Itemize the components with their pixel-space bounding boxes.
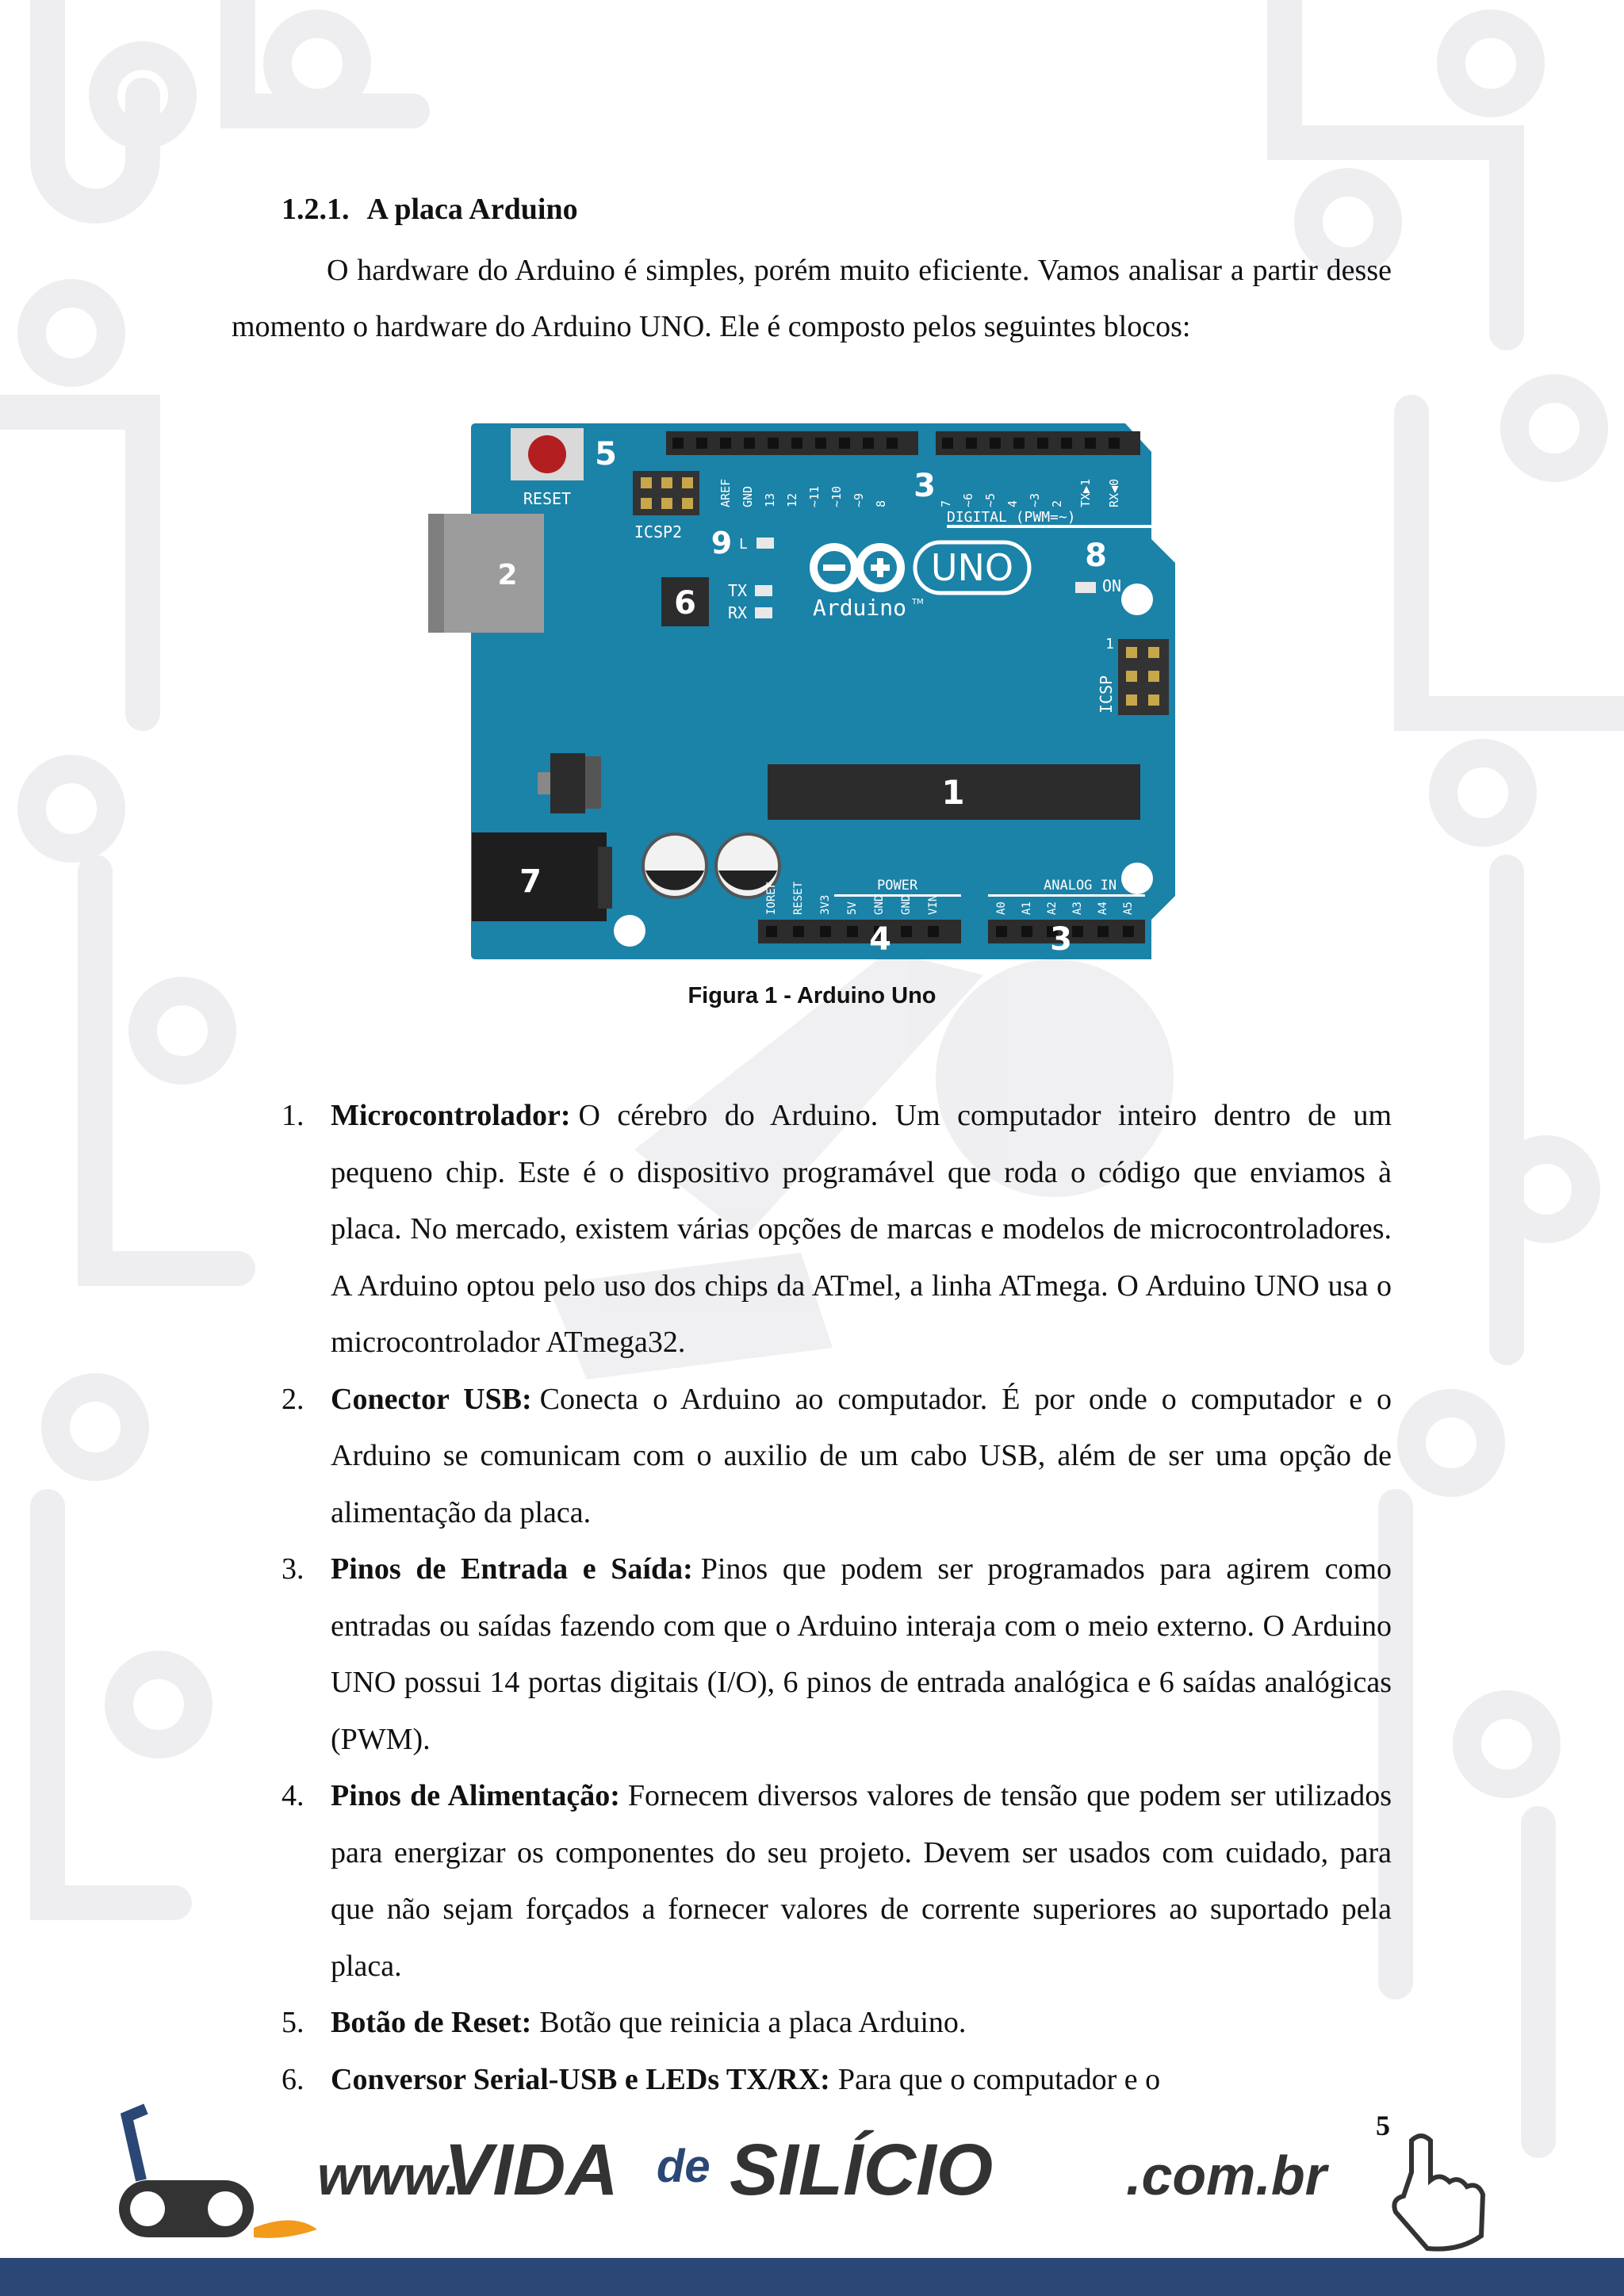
silk-tm: TM	[912, 598, 924, 607]
brand-vida: VIDA	[444, 2130, 619, 2210]
marker-l-led: 9	[710, 526, 733, 561]
list-term: Pinos de Alimentação:	[331, 1779, 620, 1812]
marker-jack: 7	[519, 863, 542, 900]
silk-reset: RESET	[523, 489, 572, 508]
silk-analog-in: ANALOG IN	[1044, 878, 1117, 894]
section-number: 1.2.1.	[282, 193, 350, 226]
marker-on-led: 8	[1085, 538, 1107, 574]
list-index: 6.	[282, 2062, 304, 2096]
brand-de: de	[657, 2141, 710, 2192]
pin-label: 3V3	[819, 894, 832, 915]
pin-label: 4	[1005, 499, 1020, 507]
blocks-list	[282, 1088, 1392, 2108]
pin-label: ~9	[852, 492, 866, 507]
pin-label: ~11	[807, 485, 822, 507]
list-text: Pinos que podem ser programados para agirem como entradas ou saídas fazendo com que o Arduino interaja com o meio externo. O Arduino UNO possui 14 portas digitais (I/O), 6 pinos de entrada analógica e 6 saídas analógicas (PWM).	[331, 1552, 1392, 1756]
list-item	[282, 1768, 1392, 1995]
list-text: Para que o computador e o	[837, 2062, 1161, 2096]
pin-label: 2	[1050, 499, 1064, 507]
icsp-header	[1097, 636, 1169, 715]
marker-io-digital: 3	[914, 468, 936, 504]
pin-label: RESET	[792, 881, 805, 915]
microcontroller-chip	[768, 764, 1140, 820]
marker-usb: 2	[497, 559, 518, 591]
marker-reset: 5	[595, 436, 617, 473]
pin-label: GND	[741, 485, 755, 507]
list-term: Botão de Reset:	[331, 2006, 532, 2039]
pin-label: A1	[1021, 901, 1033, 915]
figure-caption: Figura 1 - Arduino Uno	[688, 983, 936, 1008]
list-term: Microcontrolador:	[331, 1099, 571, 1132]
silk-uno: UNO	[930, 546, 1014, 589]
list-term: Pinos de Entrada e Saída:	[331, 1552, 693, 1586]
footer-bar	[0, 2258, 1624, 2296]
marker-serial: 6	[674, 585, 696, 622]
marker-microcontroller: 1	[941, 773, 965, 812]
pin-label: 13	[763, 492, 777, 507]
pin-label: 5V	[846, 901, 859, 915]
silk-digital: DIGITAL (PWM=~)	[947, 509, 1076, 526]
section-heading	[282, 192, 578, 227]
silk-icsp2: ICSP2	[634, 522, 683, 541]
pin-label: ~3	[1028, 492, 1042, 507]
silk-led-on: ON	[1102, 576, 1122, 595]
usb-connector	[428, 514, 544, 633]
pin-label: ~10	[829, 485, 844, 507]
intro-paragraph: O hardware do Arduino é simples, porém muito eficiente. Vamos analisar a partir desse momento o hardware do Arduino UNO. Ele é composto pelos seguintes blocos:	[232, 254, 1392, 343]
footer-brand-logo	[95, 2093, 1522, 2252]
pin-label: VIN	[927, 894, 940, 915]
pin-label: A4	[1097, 901, 1109, 915]
pin-label: IOREF	[765, 881, 778, 915]
pointer-hand-icon	[1394, 2136, 1483, 2249]
brand-prefix: www.	[317, 2145, 461, 2206]
power-jack	[472, 832, 612, 921]
marker-io-analog: 3	[1050, 921, 1072, 958]
list-item	[282, 1088, 1392, 1372]
robot-tank-icon	[119, 2109, 317, 2238]
section-title: A placa Arduino	[366, 193, 578, 226]
silk-power: POWER	[877, 878, 918, 894]
silk-icsp-pin: 1	[1105, 636, 1114, 652]
list-term: Conversor Serial-USB e LEDs TX/RX:	[331, 2062, 830, 2096]
silk-led-l: L	[739, 536, 748, 553]
pin-label: GND	[873, 894, 886, 915]
pin-label: TX▶1	[1078, 478, 1093, 507]
pin-label: RX◀0	[1107, 478, 1121, 507]
list-item	[282, 1541, 1392, 1768]
list-text: Botão que reinicia a placa Arduino.	[539, 2006, 967, 2039]
list-index: 5.	[282, 2006, 304, 2039]
pin-label: A3	[1071, 901, 1084, 915]
silk-led-rx: RX	[728, 603, 748, 622]
pin-label: 12	[785, 492, 799, 507]
pin-label: A5	[1122, 901, 1135, 915]
pin-label: AREF	[718, 478, 733, 507]
list-term: Conector USB:	[331, 1382, 532, 1416]
pin-label: ~5	[983, 492, 998, 507]
list-text: Fornecem diversos valores de tensão que podem ser utilizados para energizar os componentes do seu projeto. Devem ser usados com cuidado, para que não sejam forçados a fornecer valores de corrente superiores ao suportado pela placa.	[331, 1779, 1392, 1983]
pin-label: ~6	[961, 492, 975, 507]
silk-led-tx: TX	[728, 581, 748, 600]
brand-suffix: .com.br	[1126, 2145, 1327, 2206]
list-index: 4.	[282, 1779, 304, 1812]
list-item	[282, 1372, 1392, 1542]
list-item	[282, 1995, 1392, 2052]
pin-label: 8	[874, 499, 888, 507]
pin-label: A2	[1046, 901, 1059, 915]
list-index: 1.	[282, 1099, 304, 1132]
arduino-uno-figure	[423, 420, 1181, 964]
silk-icsp: ICSP	[1097, 675, 1116, 714]
list-text: Conecta o Arduino ao computador. É por onde o computador e o Arduino se comunicam com o auxilio de um cabo USB, além de ser uma opção de alimentação da placa.	[331, 1382, 1392, 1529]
page-number: 5	[1376, 2110, 1390, 2141]
list-index: 3.	[282, 1552, 304, 1586]
list-index: 2.	[282, 1382, 304, 1416]
pin-label: GND	[900, 894, 913, 915]
marker-power: 4	[869, 921, 891, 958]
pin-label: 7	[939, 499, 953, 507]
brand-silicio: SILÍCIO	[730, 2130, 994, 2210]
pin-label: A0	[995, 901, 1008, 915]
list-text: O cérebro do Arduino. Um computador inteiro dentro de um pequeno chip. Este é o dispositivo programável que roda o código que enviamos à placa. No mercado, existem várias opções de marcas e modelos de microcontroladores. A Arduino optou pelo uso dos chips da ATmel, a linha ATmega. O Arduino UNO usa o microcontrolador ATmega32.	[331, 1099, 1392, 1359]
silk-arduino: Arduino	[812, 595, 907, 621]
